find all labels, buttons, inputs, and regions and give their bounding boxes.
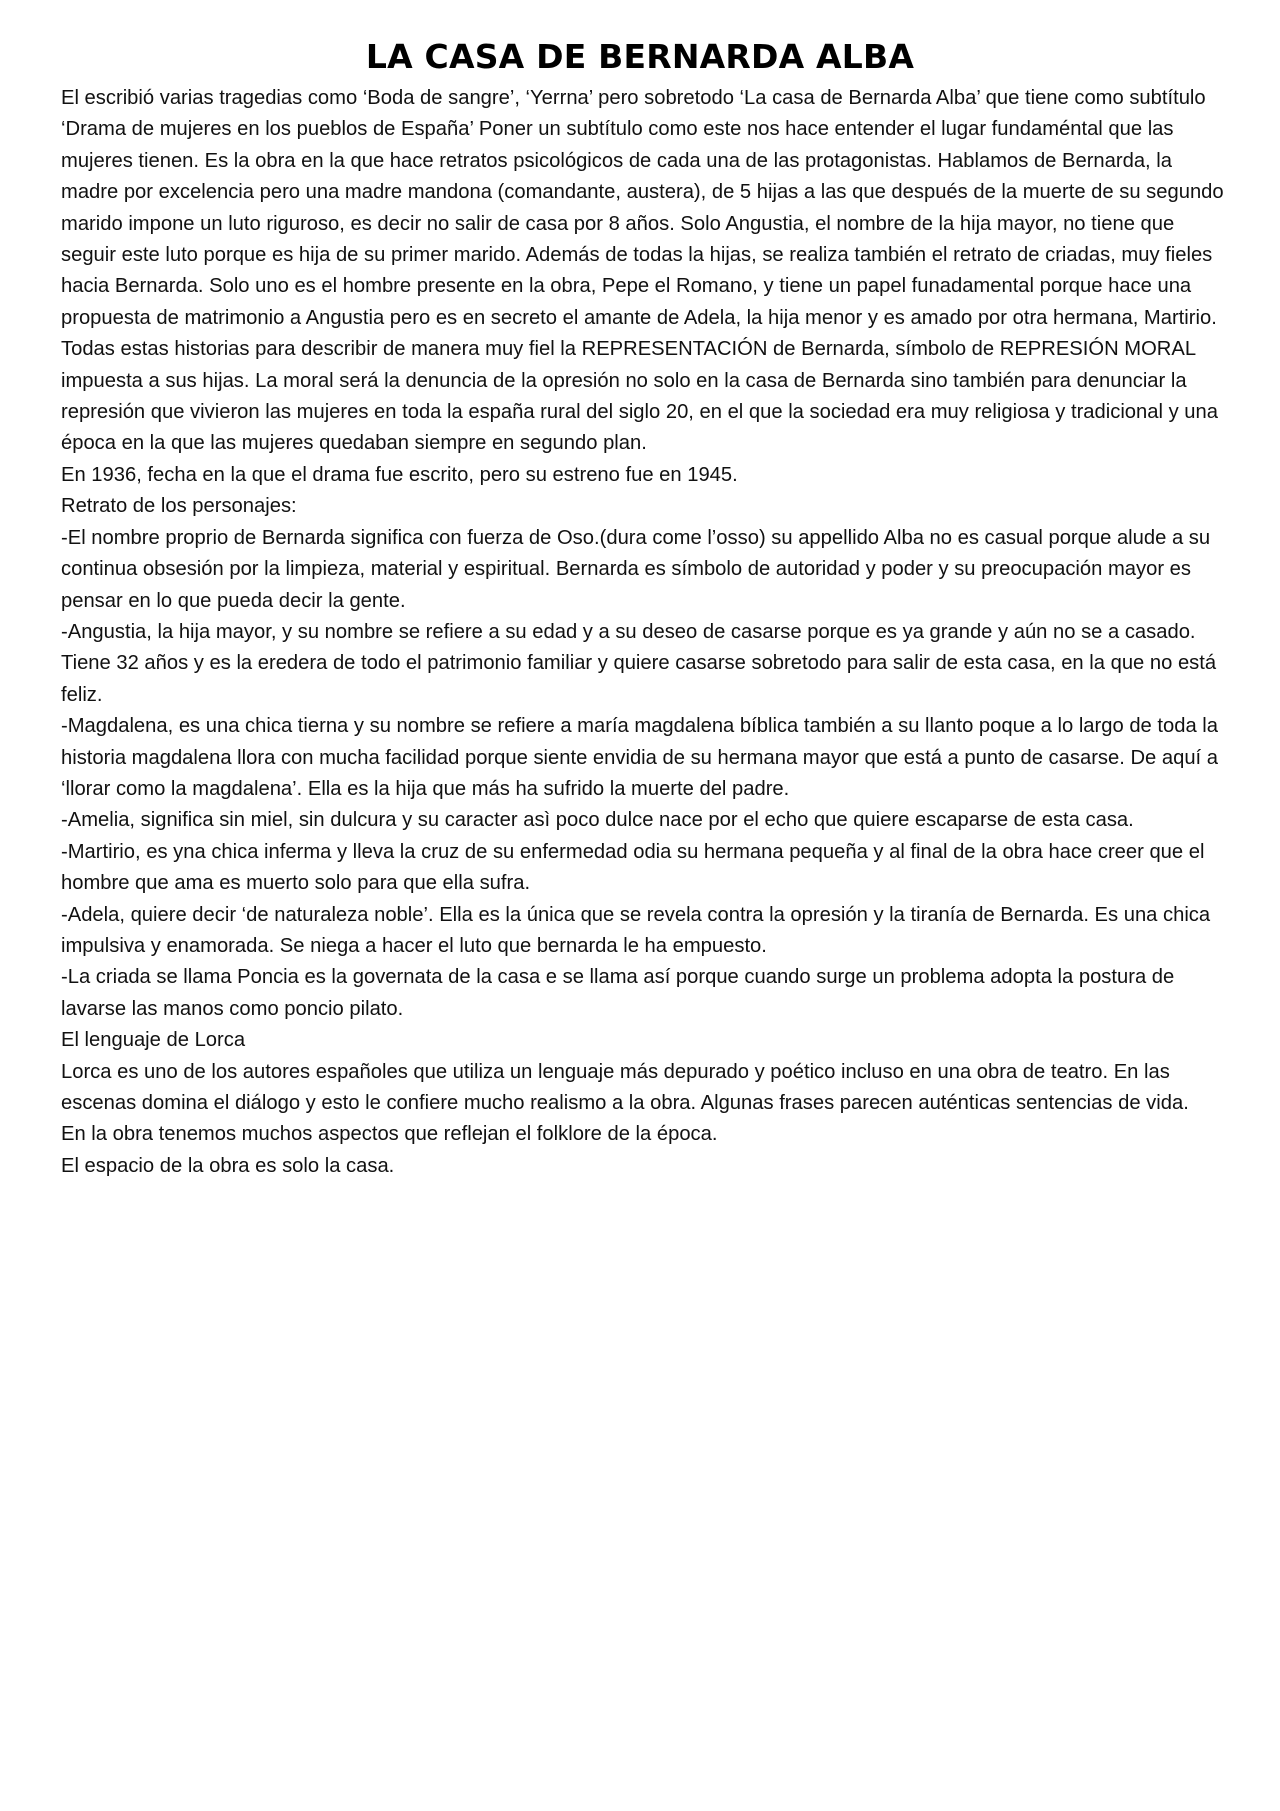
paragraph-adela: -Adela, quiere decir ‘de naturaleza noble’. Ella es la única que se revela contra la opresión y la tiranía de Bernarda. Es una chica impulsiva y enamorada. Se niega a hacer el luto que bernarda le ha empuesto. bbox=[61, 903, 1211, 957]
paragraph-bernarda: -El nombre proprio de Bernarda significa con fuerza de Oso.(dura come l’osso) su appellido Alba no es casual porque alude a su continua obsesión por la limpieza, material y espiritual. Bernarda es símbolo de autoridad y poder y su preocupación mayor es pensar en lo que pueda decir la gente. bbox=[61, 526, 1211, 612]
paragraph-folklore: En la obra tenemos muchos aspectos que reflejan el folklore de la época. bbox=[61, 1123, 718, 1146]
paragraph-characters-heading: Retrato de los personajes: bbox=[61, 495, 297, 518]
paragraph-language-heading: El lenguaje de Lorca bbox=[61, 1029, 246, 1052]
paragraph-martirio: -Martirio, es yna chica inferma y lleva la cruz de su enfermedad odia su hermana pequeña y al final de la obra hace creer que el hombre que ama es muerto solo para que ella sufra. bbox=[61, 840, 1205, 895]
paragraph-poncia: -La criada se llama Poncia es la governata de la casa e se llama así porque cuando surge un problema adopta la postura de lavarse las manos como poncio pilato. bbox=[61, 966, 1175, 1020]
paragraph-magdalena: -Magdalena, es una chica tierna y su nombre se refiere a maría magdalena bíblica también a su llanto poque a lo largo de toda la historia magdalena llora con mucha facilidad porque siente envidia de su hermana mayor que está a punto de casarse. De aquí a ‘llorar como la magdalena’. Ella es la hija que más ha sufrido la muerte del padre. bbox=[61, 715, 1219, 800]
paragraph-space: El espacio de la obra es solo la casa. bbox=[61, 1154, 395, 1177]
paragraph-intro: El escribió varias tragedias como ‘Boda de sangre’, ‘Yerrna’ pero sobretodo ‘La casa de Bernarda Alba’ que tiene como subtítulo ‘Drama de mujeres en los pueblos de España’ Poner un subtítulo como este nos hace entender el lugar fundaméntal que las mujeres tienen. Es la obra en la que hace retratos psicológicos de cada una de las protagonistas. Hablamos de Bernarda, la madre por excelencia pero una madre mandona (comandante, austera), de 5 hijas a las que después de la muerte de su segundo marido impone un luto riguroso, es decir no salir de casa por 8 años. Solo Angustia, el nombre de la hija mayor, no tiene que seguir este luto porque es hija de su primer marido. Además de todas la hijas, se realiza también el retrato de criadas, muy fieles hacia Bernarda. Solo uno es el hombre presente en la obra, Pepe el Romano, y tiene un papel funadamental porque hace una propuesta de matrimonio a Angustia pero es en secreto el amante de Adela, la hija menor y es amado por otra hermana, Martirio. Todas estas historias para describir de manera muy fiel la REPRESENTACIÓN de Bernarda, símbolo de REPRESIÓN MORAL impuesta a sus hijas. La moral será la denuncia de la opresión no solo en la casa de Bernarda sino también para denunciar la represión que vivieron las mujeres en toda la españa rural del siglo 20, en el que la sociedad era muy religiosa y tradicional y una época en la que las mujeres quedaban siempre en segundo plan. bbox=[61, 87, 1224, 455]
paragraph-date: En 1936, fecha en la que el drama fue escrito, pero su estreno fue en 1945. bbox=[61, 463, 738, 486]
paragraph-language: Lorca es uno de los autores españoles que utiliza un lenguaje más depurado y poético incluso en una obra de teatro. En las escenas domina el diálogo y esto le confiere mucho realismo a la obra. Algunas frases parecen auténticas sentencias de vida. bbox=[61, 1060, 1189, 1114]
document-title: LA CASA DE BERNARDA ALBA bbox=[365, 37, 915, 76]
paragraph-angustia: -Angustia, la hija mayor, y su nombre se refiere a su edad y a su deseo de casarse porque es ya grande y aún no se a casado. Tiene 32 años y es la eredera de todo el patrimonio familiar y quiere casarse sobretodo para salir de esta casa, en la que no está feliz. bbox=[61, 620, 1217, 706]
document-body bbox=[61, 83, 1231, 1182]
paragraph-amelia: -Amelia, significa sin miel, sin dulcura y su caracter asì poco dulce nace por el echo que quiere escaparse de esta casa. bbox=[61, 809, 1134, 832]
